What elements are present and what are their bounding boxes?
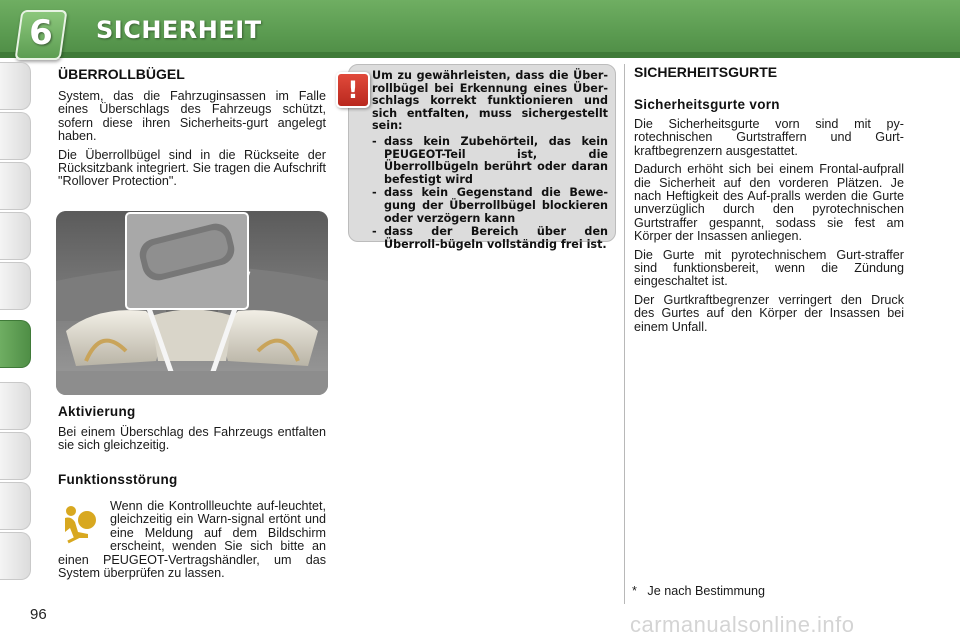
side-tab-8[interactable]	[0, 432, 31, 480]
side-tab-3[interactable]	[0, 162, 31, 210]
activation-text: Bei einem Überschlag des Fahrzeugs entfalten sie sich gleichzeitig.	[58, 425, 326, 453]
side-tab-10[interactable]	[0, 532, 31, 580]
warning-item: - dass kein Zubehörteil, das kein PEUGEOT-Teil ist, die Überrollbügeln berührt oder daran befestigt wird	[372, 136, 608, 186]
warning-item: - dass der Bereich über den Überroll-bügeln vollständig frei ist.	[372, 226, 608, 251]
page-title: SICHERHEIT	[96, 16, 262, 44]
fault-title: Funktionsstörung	[58, 472, 178, 487]
page-number: 96	[30, 606, 47, 623]
seatbelt-p2: Dadurch erhöht sich bei einem Frontal-aufprall die Sicherheit auf den vorderen Plätzen. Je nach Heftigkeit des Auf-pralls werden die Gurte unverzüglich durch den pyrotechnischen Gurtstraffer gespannt, sodass sie fest am Körper der Insassen anliegen.	[634, 162, 904, 244]
column-divider	[624, 64, 625, 604]
watermark: carmanualsonline.info	[630, 612, 855, 637]
car-interior-illustration	[56, 211, 328, 395]
side-tab-5[interactable]	[0, 262, 31, 310]
rollbar-photo	[56, 211, 328, 395]
rollbar-intro	[58, 90, 326, 194]
rollbar-section-title: ÜBERROLLBÜGEL	[58, 66, 185, 82]
chapter-number: 6	[29, 13, 53, 53]
rollbar-intro-p2: Die Überrollbügel sind in die Rückseite der Rücksitzbank integriert. Sie tragen die Aufschrift "Rollover Protection".	[58, 147, 326, 189]
front-seatbelt-subtitle: Sicherheitsgurte vorn	[634, 97, 780, 112]
side-tab-2[interactable]	[0, 112, 31, 160]
activation-title: Aktivierung	[58, 404, 136, 419]
seatbelt-text	[634, 118, 904, 339]
side-tab-9[interactable]	[0, 482, 31, 530]
footnote: * Je nach Bestimmung	[632, 584, 765, 598]
side-tab-6-active[interactable]	[0, 320, 31, 368]
warning-exclamation-icon: !	[336, 72, 370, 108]
warning-item: - dass kein Gegenstand die Bewe-gung der Überrollbügel blockieren oder verzögern kann	[372, 187, 608, 225]
seatbelt-section-title: SICHERHEITSGURTE	[634, 64, 778, 80]
header-band	[0, 52, 960, 58]
icon-spacer	[58, 500, 110, 552]
side-tab-7[interactable]	[0, 382, 31, 430]
seatbelt-p4: Der Gurtkraftbegrenzer verringert den Druck des Gurtes auf den Körper der Insassen bei einem Unfall.	[634, 292, 904, 334]
rollbar-intro-p1: System, das die Fahrzuginsassen im Falle eines Überschlags des Fahrzeugs schützt, sofern diese ihren Sicherheits-gurt angelegt haben.	[58, 89, 326, 144]
seatbelt-p3: Die Gurte mit pyrotechnischem Gurt-straffer sind funktionsbereit, wenn die Zündung eingeschaltet ist.	[634, 247, 904, 289]
warning-list	[372, 136, 608, 251]
side-tab-4[interactable]	[0, 212, 31, 260]
fault-text-block	[58, 500, 326, 580]
seatbelt-p1: Die Sicherheitsgurte vorn sind mit py-rotechnischen Gurtstraffern und Gurt-kraftbegrenzern ausgestattet.	[634, 117, 904, 158]
fault-text: Wenn die Kontrollleuchte auf-leuchtet, gleichzeitig ein Warn-signal ertönt und eine Meldung auf dem Bildschirm erscheint, wenden Sie sich bitte an einen PEUGEOT-Vertragshändler, um das System überprüfen zu lassen.	[58, 499, 326, 581]
side-tab-1[interactable]	[0, 62, 31, 110]
warning-text	[372, 70, 608, 252]
warning-intro: Um zu gewährleisten, dass die Über-rollbügel bei Erkennung eines Über-schlags korrekt funktionieren und sich entfalten, muss sichergestellt sein:	[372, 69, 608, 133]
chapter-side-tabs	[0, 62, 34, 582]
